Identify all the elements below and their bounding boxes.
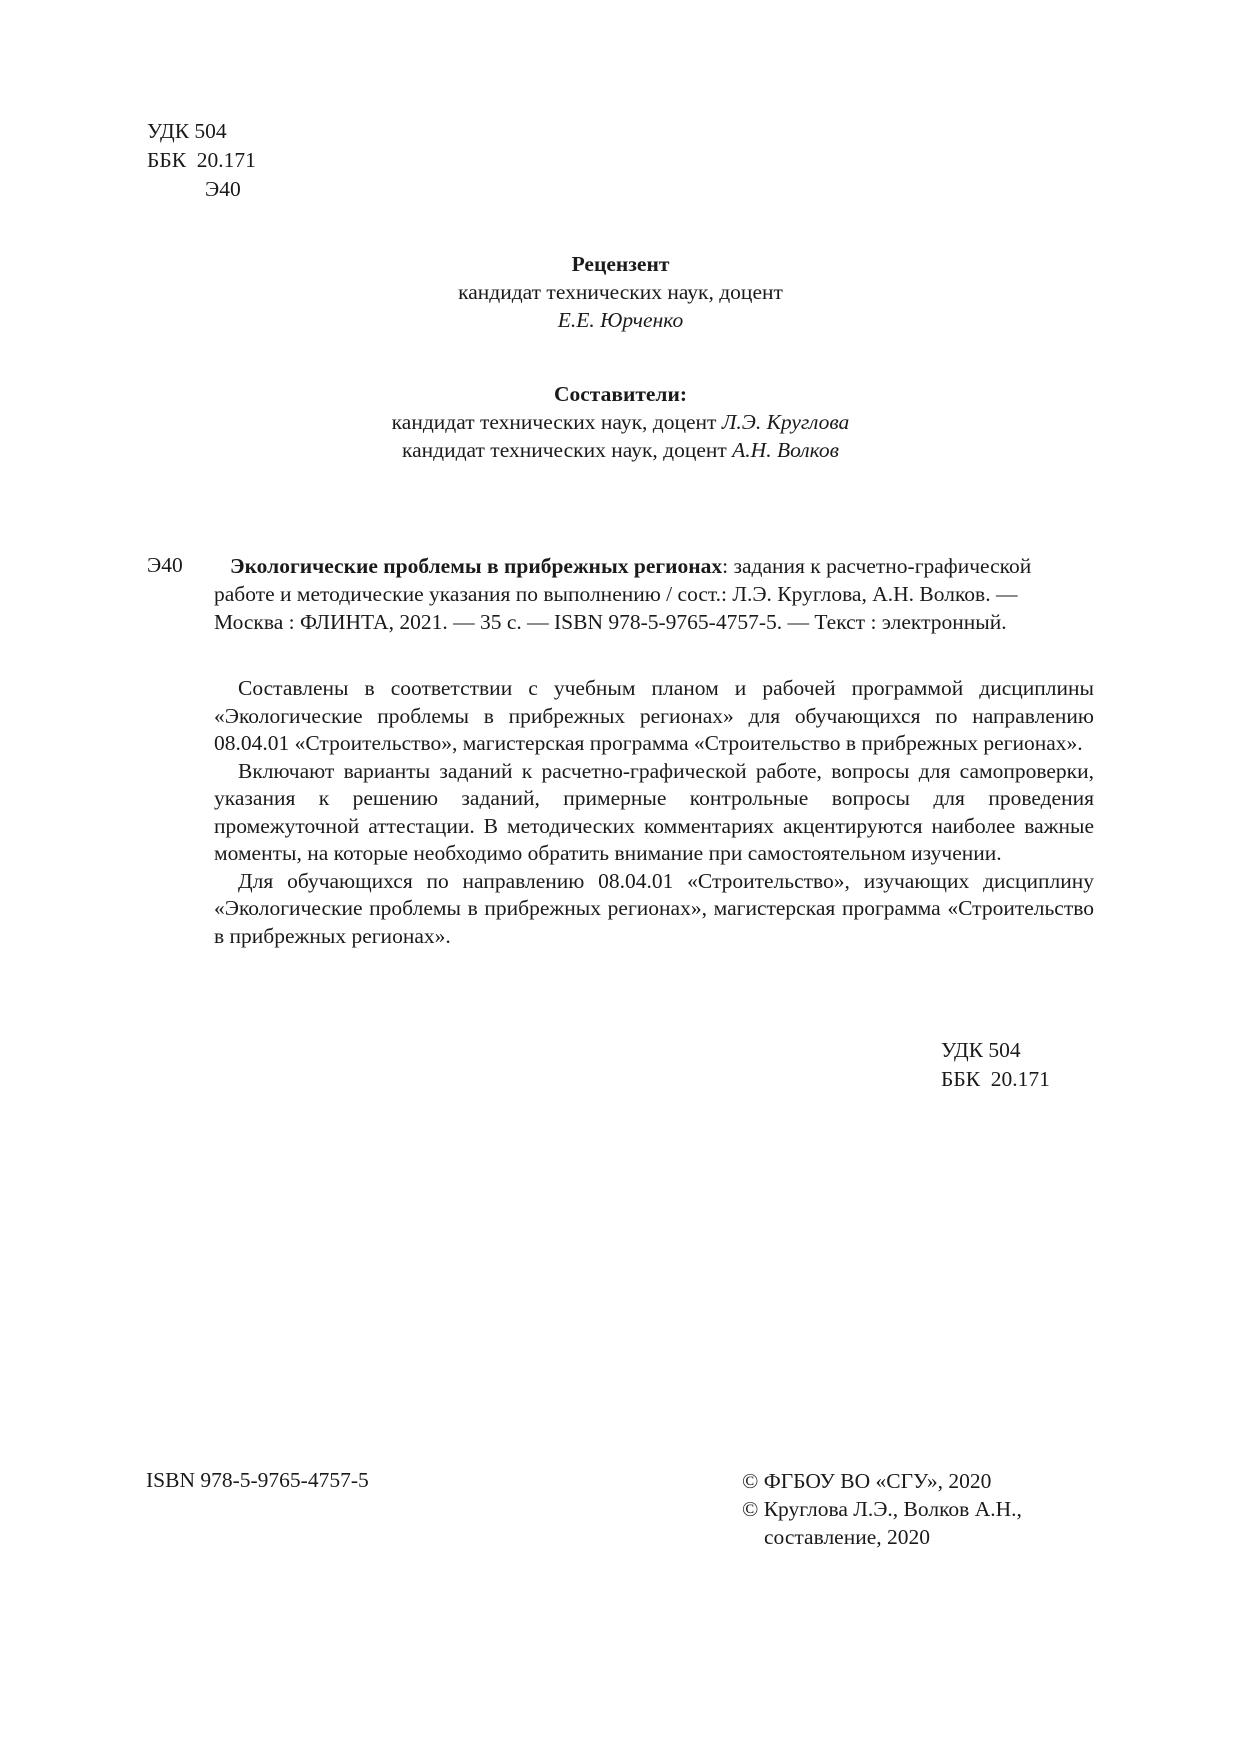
catalog-line-2: работе и методические указания по выполнению / сост.: Л.Э. Круглова, А.Н. Волков. — <box>214 582 1018 606</box>
catalog-line-3: Москва : ФЛИНТА, 2021. — 35 с. — ISBN 978-5-9765-4757-5. — Текст : электронный. <box>214 610 1007 634</box>
copyright-line: © ФГБОУ ВО «СГУ», 2020 <box>742 1469 992 1493</box>
catalog-line-1 <box>214 552 1070 580</box>
copyright-block <box>742 1467 1022 1551</box>
reviewer-name: Е.Е. Юрченко <box>557 308 684 332</box>
catalog-subtitle: : задания к расчетно-графической <box>722 554 1032 578</box>
compiler-name: Л.Э. Круглова <box>721 410 850 434</box>
udc-code: УДК 504 <box>147 119 227 143</box>
reviewer-block <box>0 250 1241 334</box>
compiler-line <box>0 436 1241 464</box>
bbk-code: ББК 20.171 <box>941 1067 1050 1091</box>
compilers-heading: Составители: <box>553 382 688 406</box>
copyright-line: © Круглова Л.Э., Волков А.Н., <box>742 1497 1022 1521</box>
annotation-paragraph: Включают варианты заданий к расчетно-графической работе, вопросы для самопроверки, указания к решению заданий, примерные контрольные вопросы для проведения промежуточной аттестации. В методических комментариях акцентируются наиболее важные моменты, на которые необходимо обратить внимание при самостоятельном изучении. <box>214 758 1094 865</box>
compiler-name: А.Н. Волков <box>732 438 839 462</box>
compiler-title: кандидат технических наук, доцент <box>391 410 722 434</box>
reviewer-heading: Рецензент <box>571 252 670 276</box>
isbn: ISBN 978-5-9765-4757-5 <box>146 1468 369 1492</box>
compilers-block <box>0 380 1241 464</box>
classification-bottom <box>941 1036 1050 1094</box>
catalog-author-sign: Э40 <box>147 553 183 577</box>
bbk-code: ББК 20.171 <box>147 148 256 172</box>
annotation-paragraph: Для обучающихся по направлению 08.04.01 «Строительство», изучающих дисциплину «Экологические проблемы в прибрежных регионах», магистерская программа «Строительство в прибрежных регионах». <box>214 868 1094 948</box>
annotation <box>214 675 1094 950</box>
annotation-paragraph: Составлены в соответствии с учебным планом и рабочей программой дисциплины «Экологические проблемы в прибрежных регионах» для обучающихся по направлению 08.04.01 «Строительство», магистерская программа «Строительство в прибрежных регионах». <box>214 676 1094 755</box>
compiler-title: кандидат технических наук, доцент <box>402 438 733 462</box>
udc-code: УДК 504 <box>941 1038 1021 1062</box>
catalog-entry <box>214 552 1070 636</box>
classification-top <box>147 117 256 204</box>
author-sign: Э40 <box>205 177 241 201</box>
copyright-line: составление, 2020 <box>764 1525 931 1549</box>
compiler-line <box>0 408 1241 436</box>
catalog-title: Экологические проблемы в прибрежных регионах <box>230 554 723 578</box>
reviewer-title: кандидат технических наук, доцент <box>458 280 783 304</box>
